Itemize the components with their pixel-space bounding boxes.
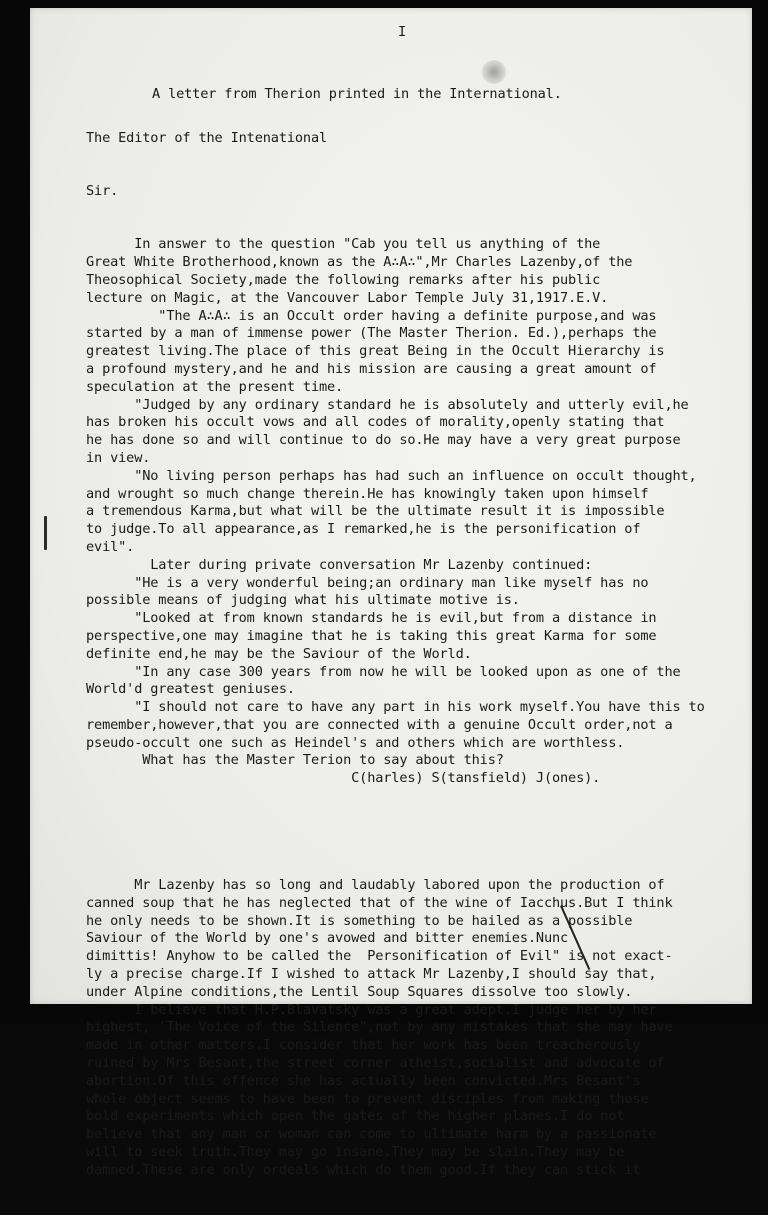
text-line: "No living person perhaps has had such an influence on occult thought, (86, 467, 697, 484)
text-line: a profound mystery,and he and his mission are causing a great amount of (86, 360, 657, 377)
letter-body (86, 94, 766, 1215)
text-line: Theosophical Society,made the following remarks after his public (86, 271, 601, 288)
text-line: "I should not care to have any part in his work myself.You have this to (86, 699, 705, 716)
text-line: remember,however,that you are connected with a genuine Occult order,not a (86, 716, 673, 733)
text-line: World'd greatest geniuses. (86, 681, 295, 698)
text-line: I believe that H.P.Blavatsky was a great adept.I judge her by her (86, 1001, 657, 1018)
text-line: damned.These are only ordeals which do them good.If they can stick it (86, 1161, 641, 1178)
text-line: evil". (86, 538, 135, 555)
text-line: believe that any man or woman can come to ultimate harm by a passionate (86, 1126, 657, 1143)
text-line: has broken his occult vows and all codes of morality,openly stating that (86, 414, 665, 431)
text-line: lecture on Magic, at the Vancouver Labor Temple July 31,1917.E.V. (86, 289, 609, 306)
page-number: I (398, 24, 407, 40)
text-line: definite end,he may be the Saviour of the World. (86, 645, 472, 662)
text-line: and wrought so much change therein.He has knowingly taken upon himself (86, 485, 649, 502)
text-line: dimittis! Anyhow to be called the Personification of Evil" is not exact- (86, 948, 673, 965)
letter-heading: A letter from Therion printed in the International. (152, 85, 562, 102)
text-line: "In any case 300 years from now he will be looked upon as one of the (86, 663, 681, 680)
text-line: In answer to the question "Cab you tell us anything of the (86, 236, 601, 253)
text-line: he only needs to be shown.It is something to be hailed as a possible (86, 912, 633, 929)
text-line: started by a man of immense power (The Master Therion. Ed.),perhaps the (86, 325, 657, 342)
margin-mark (44, 516, 47, 550)
text-line: ly a precise charge.If I wished to attack Mr Lazenby,I should say that, (86, 966, 657, 983)
text-line: C(harles) S(tansfield) J(ones). (86, 770, 601, 787)
text-line: speculation at the present time. (86, 378, 344, 395)
text-line: ruined by Mrs Besant,the street corner atheist,socialist and advocate of (86, 1055, 665, 1072)
section-gap (86, 824, 766, 842)
text-line: bold experiments which open the gates of the higher planes.I do not (86, 1108, 625, 1125)
text-line: "Judged by any ordinary standard he is absolutely and utterly evil,he (86, 396, 689, 413)
text-line: Later during private conversation Mr Lazenby continued: (86, 556, 593, 573)
text-line: highest, 'The Voice of the Silence",not by any mistakes that she may have (86, 1019, 673, 1036)
text-line: Great White Brotherhood,known as the A∴A∴",Mr Charles Lazenby,of the (86, 254, 633, 271)
text-line: canned soup that he has neglected that of the wine of Iacchus.But I think (86, 894, 673, 911)
text-line: he has done so and will continue to do so.He may have a very great purpose (86, 432, 681, 449)
text-line: made in other matters.I consider that her work has been treacherously (86, 1037, 641, 1054)
text-line: greatest living.The place of this great Being in the Occult Hierarchy is (86, 343, 665, 360)
text-line: "Looked at from known standards he is evil,but from a distance in (86, 610, 657, 627)
text-line: "He is a very wonderful being;an ordinary man like myself has no (86, 574, 649, 591)
text-line: Mr Lazenby has so long and laudably labored upon the production of (86, 877, 665, 894)
text-line: under Alpine conditions,the Lentil Soup Squares dissolve too slowly. (86, 983, 633, 1000)
text-line: in view. (86, 449, 151, 466)
text-line: whole object seems to have been to prevent disciples from making those (86, 1090, 649, 1107)
text-line: What has the Master Terion to say about this? (86, 752, 504, 769)
text-line: Saviour of the World by one's avowed and bitter enemies.Nunc (86, 930, 569, 947)
salutation-line: The Editor of the Intenational (86, 129, 328, 146)
text-line: will to seek truth.They may go insane.They may be slain.They may be (86, 1144, 625, 1161)
body-paragraphs-2 (86, 877, 766, 1180)
text-line: abortion.Of this offence she has actually been convicted.Mrs Besant's (86, 1072, 641, 1089)
salutation-line: Sir. (86, 182, 119, 199)
text-line: perspective,one may imagine that he is taking this great Karma for some (86, 627, 657, 644)
text-line: pseudo-occult one such as Heindel's and others which are worthless. (86, 734, 625, 751)
text-line: to judge.To all appearance,as I remarked,he is the personification of (86, 521, 641, 538)
text-line: "The A∴A∴ is an Occult order having a definite purpose,and was (86, 307, 657, 324)
text-line: a tremendous Karma,but what will be the ultimate result it is impossible (86, 503, 665, 520)
text-line: possible means of judging what his ultimate motive is. (86, 592, 520, 609)
body-paragraphs-1 (86, 236, 766, 788)
